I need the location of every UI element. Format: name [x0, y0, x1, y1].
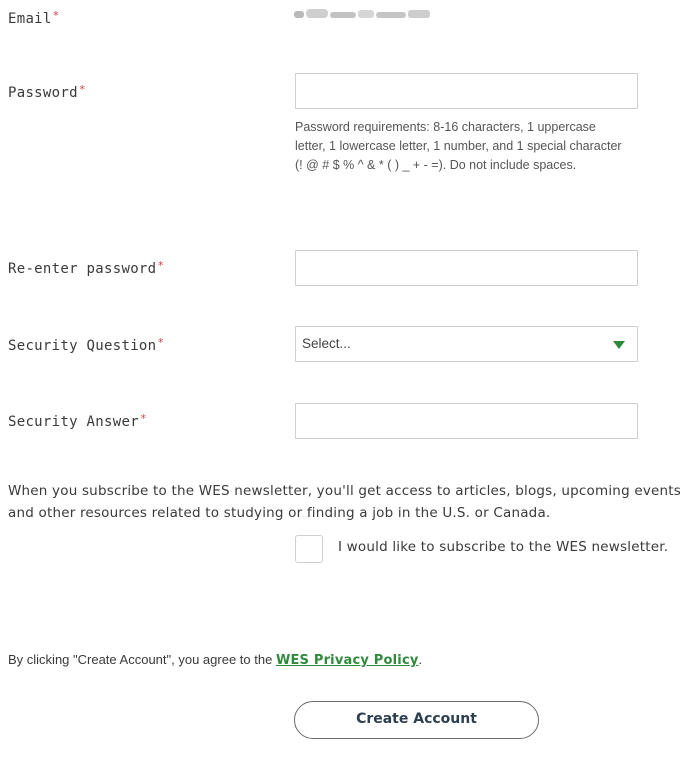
security-answer-input[interactable] [295, 403, 638, 439]
email-value-redacted [292, 6, 442, 20]
reenter-password-input[interactable] [295, 250, 638, 286]
security-question-label [8, 336, 164, 354]
password-label-text: Password [8, 85, 78, 101]
security-question-label-text: Security Question [8, 338, 157, 354]
security-answer-label [8, 412, 147, 430]
privacy-policy-link[interactable]: WES Privacy Policy [275, 653, 419, 668]
security-answer-label-text: Security Answer [8, 414, 139, 430]
newsletter-description: When you subscribe to the WES newsletter, you'll get access to articles, blogs, upcoming events and other resources related to studying or finding a job in the U.S. or Canada. [8, 483, 682, 521]
required-marker: * [157, 336, 165, 349]
required-marker: * [78, 83, 86, 96]
security-question-select[interactable] [295, 326, 638, 362]
newsletter-checkbox[interactable] [295, 535, 323, 563]
privacy-consent-text [8, 652, 422, 668]
consent-prefix: By clicking "Create Account", you agree to the [8, 652, 276, 667]
create-account-button[interactable]: Create Account [294, 701, 539, 739]
email-label [8, 9, 60, 27]
newsletter-checkbox-label[interactable]: I would like to subscribe to the WES newsletter. [338, 539, 669, 555]
security-question-selected-value: Select... [302, 336, 351, 351]
reenter-password-label [8, 259, 164, 277]
reenter-password-label-text: Re-enter password [8, 261, 157, 277]
email-label-text: Email [8, 11, 52, 27]
password-requirements-hint: Password requirements: 8-16 characters, 1 uppercase letter, 1 lowercase letter, 1 number, and 1 special character (! @ # $ % ^ & * ( ) _ + - =). Do not include spaces. [295, 120, 622, 172]
consent-suffix: . [418, 652, 423, 667]
required-marker: * [52, 9, 60, 22]
required-marker: * [157, 259, 165, 272]
password-input[interactable] [295, 73, 638, 109]
caret-down-icon [613, 341, 625, 349]
required-marker: * [139, 412, 147, 425]
password-label [8, 83, 86, 101]
